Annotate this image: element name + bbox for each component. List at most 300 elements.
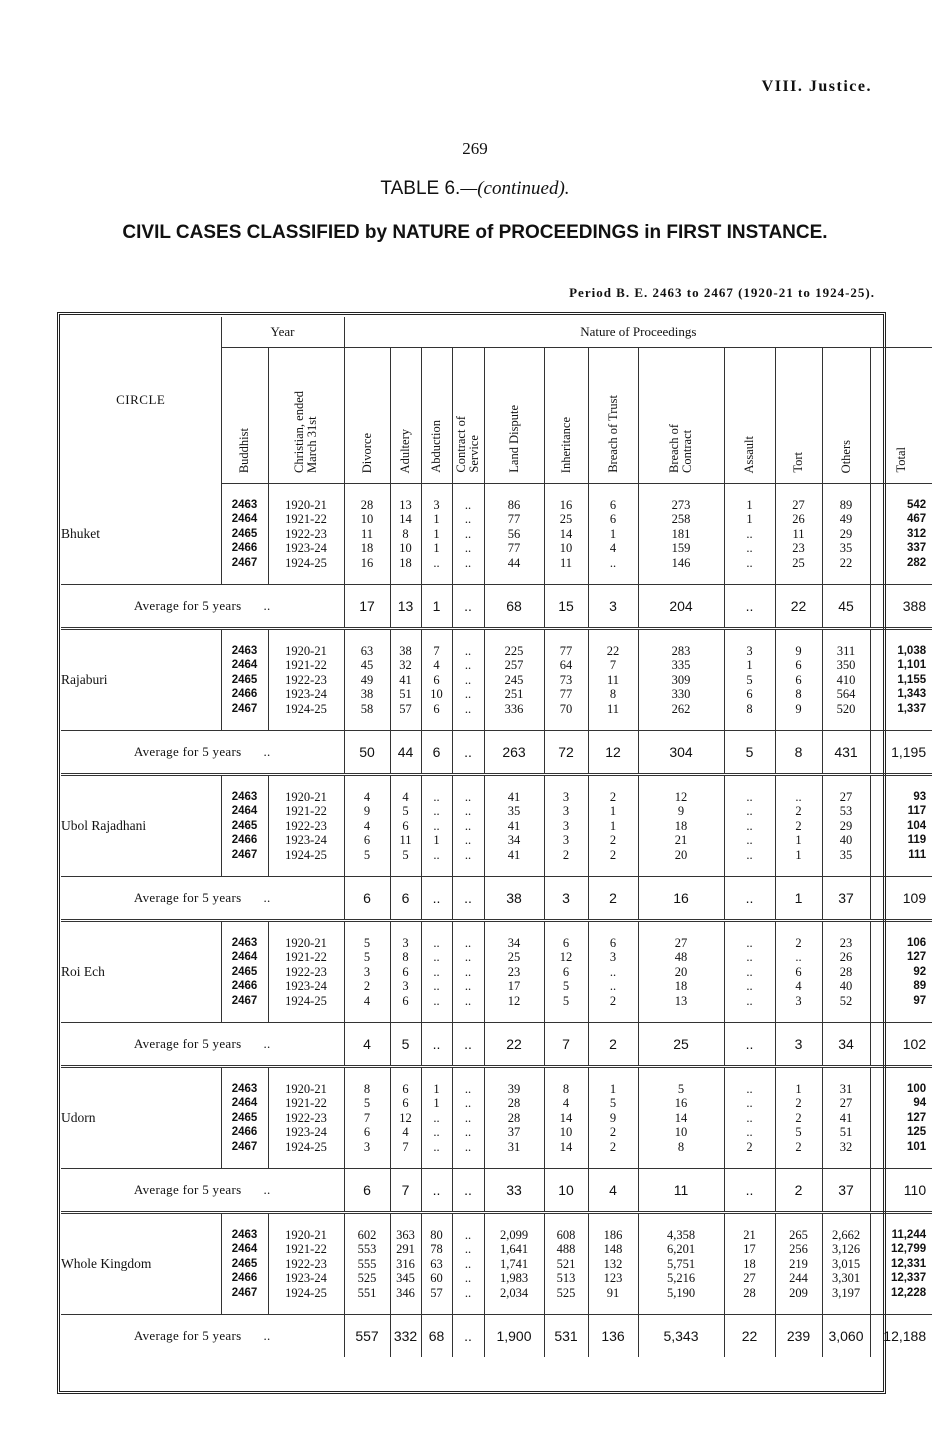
cell-value: 555: [357, 1256, 377, 1271]
cell-value: 2465: [231, 527, 258, 540]
cell-value: 14: [559, 1110, 573, 1125]
cell-value: 4: [363, 789, 371, 804]
contract-values: [452, 629, 484, 731]
cell-value: ..: [746, 818, 753, 833]
cell-value: 27: [674, 935, 688, 950]
adultery-values: [390, 484, 421, 585]
cell-value: 23: [792, 541, 805, 556]
others-values: [822, 1213, 870, 1315]
cell-value: 32: [839, 1139, 853, 1154]
cell-value: 77: [507, 512, 521, 527]
cell-value: 106: [906, 936, 927, 949]
average-value: 3: [775, 1023, 822, 1067]
average-value: 5: [724, 731, 775, 775]
average-label: [61, 1023, 344, 1067]
average-label-text: Average for 5 years: [133, 1036, 242, 1051]
cell-value: 123: [603, 1271, 623, 1286]
average-label-dots: ..: [263, 890, 271, 905]
cell-value: 146: [671, 555, 691, 570]
cell-value: 16: [559, 497, 573, 512]
cell-value: 1: [795, 847, 802, 862]
cell-value: 11: [559, 555, 573, 570]
cell-value: 44: [507, 555, 521, 570]
cell-value: 52: [839, 993, 853, 1008]
cell-value: 28: [360, 497, 374, 512]
cell-value: 1921-22: [285, 512, 327, 527]
bcontract-values: [638, 484, 724, 585]
average-value: 33: [484, 1169, 544, 1213]
average-value: 15: [544, 585, 588, 629]
cell-value: 3: [363, 964, 371, 979]
cell-value: 11: [606, 701, 620, 716]
average-value: 102: [870, 1023, 932, 1067]
average-value: 17: [344, 585, 390, 629]
cell-value: 2: [795, 1110, 802, 1125]
cell-value: 35: [507, 804, 521, 819]
total-values: [870, 1213, 932, 1315]
cell-value: ..: [464, 643, 472, 658]
cell-value: 309: [671, 672, 691, 687]
cell-value: ..: [746, 964, 753, 979]
cell-value: 2: [363, 979, 371, 994]
cell-value: 521: [556, 1256, 576, 1271]
cell-value: 6,201: [666, 1242, 696, 1257]
cell-value: 17: [743, 1242, 756, 1257]
buddhist-years: [221, 629, 268, 731]
cell-value: 45: [360, 658, 374, 673]
cell-value: 34: [507, 833, 521, 848]
average-value: 2: [775, 1169, 822, 1213]
cell-value: ..: [746, 993, 753, 1008]
cell-value: 14: [559, 526, 573, 541]
average-value: ..: [452, 585, 484, 629]
average-label: [61, 731, 344, 775]
cell-value: 1,101: [897, 659, 927, 672]
cell-value: 1: [433, 1081, 440, 1096]
cell-value: 25: [559, 512, 573, 527]
cell-value: ..: [464, 833, 472, 848]
cell-value: ..: [464, 950, 472, 965]
cell-value: 602: [357, 1227, 377, 1242]
cell-value: 6: [402, 964, 409, 979]
cell-value: 26: [792, 512, 805, 527]
cell-value: 1: [609, 1081, 617, 1096]
average-row: [61, 1169, 932, 1213]
cell-value: 1921-22: [285, 950, 327, 965]
circle-name: Roi Ech: [61, 964, 105, 979]
cell-value: 12: [507, 993, 521, 1008]
average-value: 50: [344, 731, 390, 775]
cell-value: 2: [609, 789, 617, 804]
cell-value: ..: [609, 964, 617, 979]
cell-value: ..: [746, 1125, 753, 1140]
average-value: 304: [638, 731, 724, 775]
cell-value: 89: [839, 497, 853, 512]
cell-value: 1,337: [897, 702, 927, 715]
circle-name: Whole Kingdom: [61, 1256, 152, 1271]
cell-value: 8: [562, 1081, 570, 1096]
col-header-label: Contract of Service: [454, 416, 481, 473]
col-header-adultery: [390, 348, 421, 484]
cell-value: 93: [913, 790, 927, 803]
cell-value: 28: [743, 1285, 756, 1300]
cell-value: 4: [562, 1096, 570, 1111]
cell-value: 16: [360, 555, 374, 570]
cell-value: ..: [464, 1125, 472, 1140]
col-header-others: [822, 348, 870, 484]
col-header-inheritance: [544, 348, 588, 484]
average-value: 68: [484, 585, 544, 629]
cell-value: 265: [789, 1227, 808, 1242]
cell-value: 5: [402, 847, 409, 862]
inheritance-values: [544, 1213, 588, 1315]
cell-value: 5: [562, 979, 570, 994]
cell-value: ..: [464, 1256, 472, 1271]
average-value: ..: [421, 1023, 452, 1067]
average-value: 22: [484, 1023, 544, 1067]
cell-value: 4: [795, 979, 802, 994]
bcontract-values: [638, 1067, 724, 1169]
civil-cases-table: [61, 317, 932, 1357]
col-header-label: Adultery: [398, 428, 412, 473]
cell-value: 1924-25: [285, 1285, 327, 1300]
cell-value: 9: [363, 804, 371, 819]
cell-value: 6: [562, 964, 570, 979]
cell-value: 1923-24: [285, 687, 327, 702]
cell-value: 11: [792, 526, 805, 541]
cell-value: ..: [746, 789, 753, 804]
cell-value: 25: [792, 555, 805, 570]
cell-value: ..: [433, 804, 440, 819]
average-value: 388: [870, 585, 932, 629]
christian-years: [268, 921, 344, 1023]
cell-value: ..: [433, 935, 440, 950]
land-values: [484, 921, 544, 1023]
cell-value: 9: [609, 1110, 617, 1125]
cell-value: 2464: [231, 513, 258, 526]
cell-value: 23: [507, 964, 521, 979]
cell-value: 7: [609, 658, 617, 673]
average-value: 5: [390, 1023, 421, 1067]
cell-value: 41: [399, 672, 412, 687]
average-label-dots: ..: [263, 1036, 271, 1051]
circle-row: [61, 1067, 932, 1169]
cell-value: 18: [399, 555, 412, 570]
cell-value: 10: [399, 541, 412, 556]
average-value: 8: [775, 731, 822, 775]
cell-value: 20: [674, 847, 688, 862]
cell-value: 89: [913, 980, 927, 993]
cell-value: 63: [430, 1256, 443, 1271]
cell-value: 258: [671, 512, 691, 527]
cell-value: 2463: [231, 1082, 258, 1095]
cell-value: 336: [504, 701, 524, 716]
average-value: 4: [588, 1169, 638, 1213]
cell-value: 520: [836, 701, 856, 716]
cell-value: 2465: [231, 1257, 258, 1270]
contract-values: [452, 1213, 484, 1315]
cell-value: 1920-21: [285, 1227, 327, 1242]
circle-name: Bhuket: [61, 525, 100, 541]
cell-value: ..: [464, 847, 472, 862]
average-value: ..: [452, 877, 484, 921]
inheritance-values: [544, 921, 588, 1023]
cell-value: 1924-25: [285, 993, 327, 1008]
divorce-values: [344, 775, 390, 877]
average-value: 37: [822, 1169, 870, 1213]
cell-value: 53: [839, 804, 853, 819]
cell-value: 8: [363, 1081, 371, 1096]
average-label: [61, 585, 344, 629]
divorce-values: [344, 484, 390, 585]
average-value: 12: [588, 731, 638, 775]
average-label: [61, 1315, 344, 1358]
cell-value: 6: [795, 658, 802, 673]
bcontract-values: [638, 921, 724, 1023]
cell-value: 17: [507, 979, 521, 994]
total-values: [870, 484, 932, 585]
cell-value: 6: [433, 701, 440, 716]
assault-values: [724, 484, 775, 585]
cell-value: ..: [746, 526, 753, 541]
adultery-values: [390, 1213, 421, 1315]
cell-value: 2464: [231, 1097, 258, 1110]
cell-value: 1,038: [897, 644, 927, 657]
assault-values: [724, 1213, 775, 1315]
cell-value: 5: [363, 847, 371, 862]
cell-value: 2467: [231, 556, 258, 569]
cell-value: 1921-22: [285, 804, 327, 819]
circle-row: [61, 629, 932, 731]
abduction-values: [421, 775, 452, 877]
cell-value: 2467: [231, 1140, 258, 1153]
average-value: 1,900: [484, 1315, 544, 1358]
inheritance-values: [544, 484, 588, 585]
cell-value: 94: [913, 1097, 927, 1110]
cell-value: 11: [360, 526, 374, 541]
cell-value: 51: [839, 1125, 853, 1140]
average-value: 557: [344, 1315, 390, 1358]
cell-value: 117: [907, 805, 927, 818]
trust-values: [588, 484, 638, 585]
cell-value: 1923-24: [285, 979, 327, 994]
tort-values: [775, 775, 822, 877]
cell-value: 132: [603, 1256, 623, 1271]
cell-value: 3,126: [831, 1242, 861, 1257]
cell-value: ..: [609, 555, 617, 570]
cell-value: ..: [433, 950, 440, 965]
cell-value: 35: [839, 541, 853, 556]
cell-value: 2464: [231, 1243, 258, 1256]
cell-value: ..: [464, 541, 472, 556]
cell-value: 1,983: [499, 1271, 529, 1286]
cell-value: 159: [671, 541, 691, 556]
cell-value: 1,741: [499, 1256, 529, 1271]
col-header-total: [870, 348, 932, 484]
cell-value: 11: [606, 672, 620, 687]
cell-value: 5: [363, 950, 371, 965]
divorce-values: [344, 1067, 390, 1169]
col-header-breach-of-contract: [638, 348, 724, 484]
cell-value: 553: [357, 1242, 377, 1257]
cell-value: 6: [609, 935, 617, 950]
cell-value: 27: [792, 497, 805, 512]
average-label-dots: ..: [263, 1182, 271, 1197]
average-label: [61, 1169, 344, 1213]
cell-value: 219: [789, 1256, 808, 1271]
cell-value: 2: [609, 1125, 617, 1140]
cell-value: ..: [746, 804, 753, 819]
col-header-abduction: [421, 348, 452, 484]
average-value: 110: [870, 1169, 932, 1213]
cell-value: 10: [559, 1125, 573, 1140]
cell-value: 7: [402, 1139, 409, 1154]
cell-value: 5,190: [666, 1285, 696, 1300]
cell-value: 4,358: [666, 1227, 696, 1242]
cell-value: 31: [507, 1139, 521, 1154]
cell-value: 1: [746, 658, 753, 673]
average-value: 3: [588, 585, 638, 629]
cell-value: 1: [433, 1096, 440, 1111]
cell-value: 209: [789, 1285, 808, 1300]
average-value: 5,343: [638, 1315, 724, 1358]
cell-value: 2465: [231, 965, 258, 978]
buddhist-years: [221, 775, 268, 877]
cell-value: 41: [507, 789, 521, 804]
cell-value: ..: [464, 1096, 472, 1111]
cell-value: 1: [433, 512, 440, 527]
col-header-label: Land Dispute: [506, 405, 521, 473]
cell-value: ..: [464, 1110, 472, 1125]
cell-value: 6: [746, 687, 753, 702]
cell-value: 262: [671, 701, 691, 716]
abduction-values: [421, 484, 452, 585]
cell-value: 4: [609, 541, 617, 556]
cell-value: 91: [606, 1285, 620, 1300]
cell-value: 41: [507, 847, 521, 862]
cell-value: 10: [430, 687, 443, 702]
cell-value: ..: [746, 541, 753, 556]
cell-value: 64: [559, 658, 573, 673]
cell-value: 316: [396, 1256, 415, 1271]
cell-value: ..: [464, 789, 472, 804]
cell-value: 49: [839, 512, 853, 527]
cell-value: 29: [839, 526, 853, 541]
cell-value: ..: [433, 1110, 440, 1125]
average-row: [61, 1315, 932, 1358]
total-values: [870, 921, 932, 1023]
cell-value: 39: [507, 1081, 521, 1096]
cell-value: 551: [357, 1285, 377, 1300]
cell-value: 14: [559, 1139, 573, 1154]
cell-value: 3: [402, 979, 409, 994]
average-value: 431: [822, 731, 870, 775]
average-value: ..: [421, 1169, 452, 1213]
average-value: 12,188: [870, 1315, 932, 1358]
cell-value: ..: [464, 979, 472, 994]
cell-value: ..: [609, 979, 617, 994]
cell-value: ..: [464, 804, 472, 819]
cell-value: 2464: [231, 659, 258, 672]
table-title-suffix: —(continued).: [460, 178, 570, 199]
average-label: [61, 877, 344, 921]
land-values: [484, 1213, 544, 1315]
cell-value: ..: [433, 847, 440, 862]
cell-value: 335: [671, 658, 691, 673]
cell-value: ..: [464, 555, 472, 570]
others-values: [822, 484, 870, 585]
cell-value: 1: [609, 818, 617, 833]
cell-value: 1: [609, 804, 617, 819]
cell-value: 23: [839, 935, 853, 950]
average-value: 45: [822, 585, 870, 629]
cell-value: ..: [746, 1110, 753, 1125]
cell-value: 1924-25: [285, 701, 327, 716]
cell-value: 6: [402, 993, 409, 1008]
christian-years: [268, 1067, 344, 1169]
average-value: ..: [724, 1023, 775, 1067]
land-values: [484, 629, 544, 731]
col-header-label: Total: [893, 447, 908, 473]
circle-row: [61, 921, 932, 1023]
average-value: 22: [724, 1315, 775, 1358]
cell-value: 181: [671, 526, 691, 541]
cell-value: 1920-21: [285, 497, 327, 512]
circle-row: [61, 775, 932, 877]
cell-value: 37: [507, 1125, 521, 1140]
average-value: ..: [452, 1315, 484, 1358]
cell-value: ..: [433, 789, 440, 804]
cell-value: 2463: [231, 936, 258, 949]
others-values: [822, 629, 870, 731]
cell-value: 6: [363, 833, 371, 848]
cell-value: 40: [839, 979, 853, 994]
cell-value: 127: [906, 951, 927, 964]
tort-values: [775, 921, 822, 1023]
cell-value: ..: [464, 672, 472, 687]
cell-value: 97: [913, 994, 927, 1007]
others-values: [822, 775, 870, 877]
year-header: Year: [221, 317, 344, 348]
cell-value: 27: [839, 789, 853, 804]
cell-value: 78: [430, 1242, 443, 1257]
col-header-label: Tort: [791, 452, 805, 473]
cell-value: 2466: [231, 980, 258, 993]
cell-value: ..: [746, 935, 753, 950]
cell-value: 1924-25: [285, 1139, 327, 1154]
cell-value: 3,301: [831, 1271, 861, 1286]
cell-value: 29: [839, 818, 853, 833]
cell-value: 3: [562, 789, 570, 804]
cell-value: 2: [795, 1139, 802, 1154]
assault-values: [724, 629, 775, 731]
cell-value: 1924-25: [285, 555, 327, 570]
cell-value: ..: [464, 497, 472, 512]
abduction-values: [421, 1213, 452, 1315]
cell-value: 38: [360, 687, 374, 702]
cell-value: 63: [360, 643, 374, 658]
cell-value: 7: [433, 643, 440, 658]
cell-value: 2466: [231, 1126, 258, 1139]
cell-value: 12: [559, 950, 573, 965]
cell-value: 2464: [231, 805, 258, 818]
cell-value: 525: [357, 1271, 377, 1286]
cell-value: 6: [609, 512, 617, 527]
cell-value: 1923-24: [285, 833, 327, 848]
cell-value: 6: [402, 1096, 409, 1111]
cell-value: 4: [363, 818, 371, 833]
average-value: 38: [484, 877, 544, 921]
